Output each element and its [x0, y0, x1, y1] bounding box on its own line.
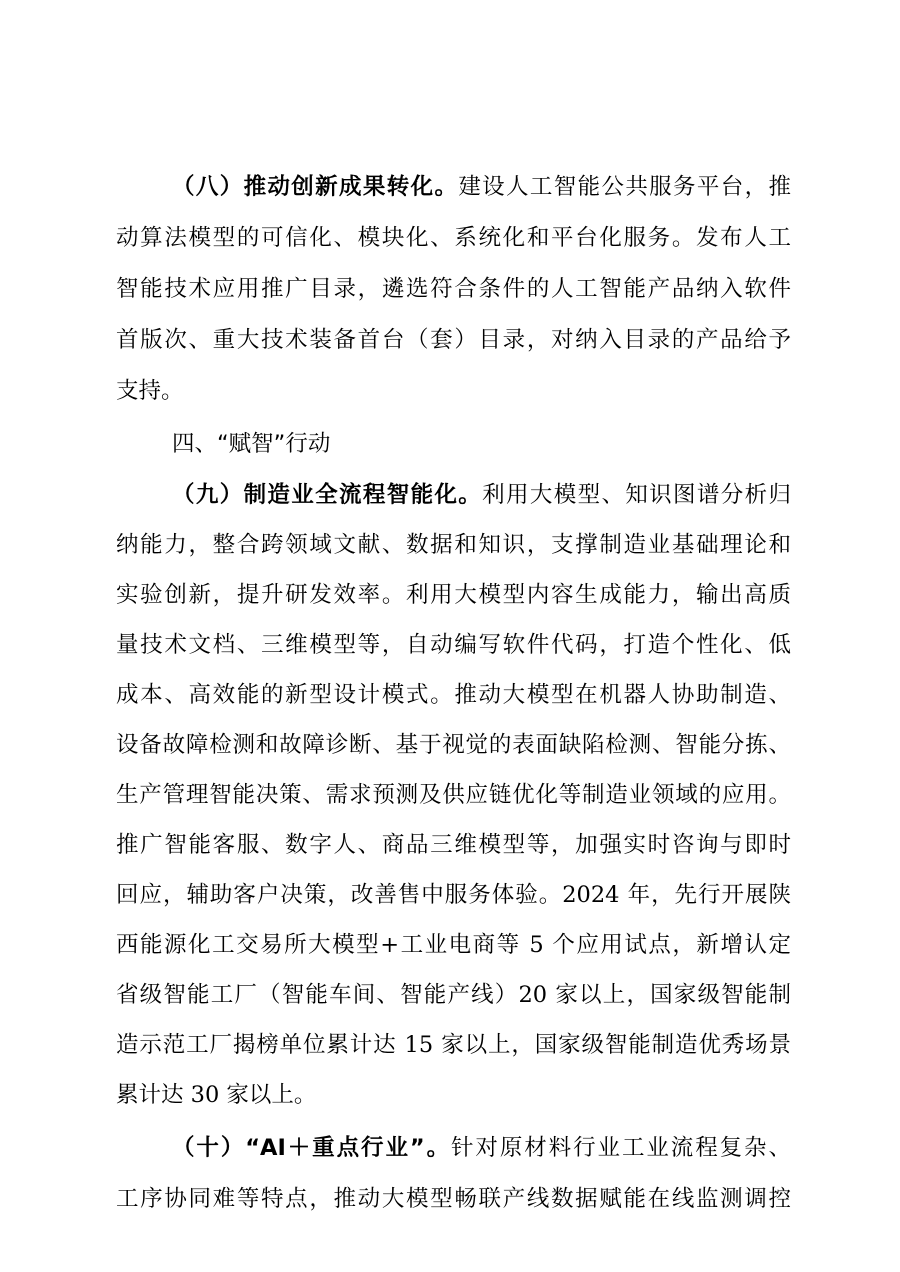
p10-line-1-text: 针对原材料行业工业流程复杂、	[451, 1135, 791, 1161]
p9-line-6: 设备故障检测和故障诊断、基于视觉的表面缺陷检测、智能分拣、	[116, 732, 791, 758]
p9-line-1	[172, 468, 791, 522]
p9-lead: （九）制造业全流程智能化。	[172, 482, 483, 508]
p8-lead: （八）推动创新成果转化。	[172, 174, 459, 200]
p8-line-5: 支持。	[116, 378, 184, 404]
p9-line-8: 推广智能客服、数字人、商品三维模型等，加强实时咨询与即时	[116, 832, 791, 858]
p9-line-11: 省级智能工厂（智能车间、智能产线）20 家以上，国家级智能制	[116, 982, 791, 1008]
p9-line-4: 量技术文档、三维模型等，自动编写软件代码，打造个性化、低	[116, 632, 791, 658]
p9-line-3: 实验创新，提升研发效率。利用大模型内容生成能力，输出高质	[116, 582, 791, 608]
p8-line-1-text: 建设人工智能公共服务平台，推	[458, 174, 791, 200]
section-heading: 四、“赋智”行动	[172, 431, 331, 457]
p9-line-1-text: 利用大模型、知识图谱分析归	[482, 482, 791, 508]
p10-line-1	[172, 1121, 791, 1175]
p10-line-2: 工序协同难等特点，推动大模型畅联产线数据赋能在线监测调控	[116, 1186, 791, 1212]
p9-line-12: 造示范工厂揭榜单位累计达 15 家以上，国家级智能制造优秀场景	[116, 1032, 791, 1058]
p9-line-7: 生产管理智能决策、需求预测及供应链优化等制造业领域的应用。	[116, 782, 791, 808]
p8-line-2: 动算法模型的可信化、模块化、系统化和平台化服务。发布人工	[116, 225, 791, 251]
p9-line-5: 成本、高效能的新型设计模式。推动大模型在机器人协助制造、	[116, 682, 791, 708]
p9-line-13: 累计达 30 家以上。	[116, 1082, 317, 1108]
p8-line-4: 首版次、重大技术装备首台（套）目录，对纳入目录的产品给予	[116, 327, 791, 353]
p9-line-9: 回应，辅助客户决策，改善售中服务体验。2024 年，先行开展陕	[116, 882, 791, 908]
p8-line-3: 智能技术应用推广目录，遴选符合条件的人工智能产品纳入软件	[116, 276, 791, 302]
p8-line-1	[172, 160, 791, 214]
p10-lead: （十）“AI＋重点行业”。	[172, 1135, 451, 1161]
p9-line-10: 西能源化工交易所大模型+工业电商等 5 个应用试点，新增认定	[116, 932, 791, 958]
p9-line-2: 纳能力，整合跨领域文献、数据和知识，支撑制造业基础理论和	[116, 532, 791, 558]
